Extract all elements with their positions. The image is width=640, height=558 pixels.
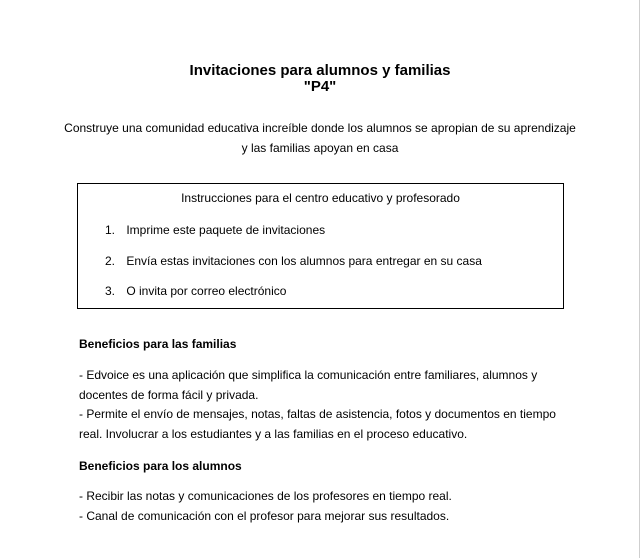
subtitle-line-2: y las familias apoyan en casa bbox=[241, 141, 399, 155]
families-paragraph-2: - Permite el envío de mensajes, notas, faltas de asistencia, fotos y documentos en tiempo real. Involucrar a los estudiantes y a las familias en el proceso educativo. bbox=[79, 407, 556, 441]
instructions-title: Instrucciones para el centro educativo y profesorado bbox=[181, 191, 460, 205]
title-line-2: "P4" bbox=[303, 78, 337, 95]
instruction-number: 1. bbox=[105, 223, 116, 237]
subtitle-line-1: Construye una comunidad educativa increíble donde los alumnos se apropian de su aprendizaje bbox=[64, 121, 576, 135]
instruction-text: O invita por correo electrónico bbox=[126, 284, 287, 298]
instruction-text: Envía estas invitaciones con los alumnos para entregar en su casa bbox=[126, 253, 482, 268]
instruction-item bbox=[105, 253, 482, 284]
document-title bbox=[0, 63, 640, 95]
students-paragraph-1: - Recibir las notas y comunicaciones de los profesores en tiempo real. bbox=[79, 489, 452, 503]
families-body bbox=[79, 366, 579, 444]
instructions-list bbox=[105, 222, 482, 314]
instruction-number: 2. bbox=[105, 253, 116, 268]
document-subtitle bbox=[0, 118, 640, 158]
students-body bbox=[79, 487, 579, 526]
families-paragraph-1: - Edvoice es una aplicación que simplifica la comunicación entre familiares, alumnos y docentes de forma fácil y privada. bbox=[79, 368, 538, 402]
instructions-box bbox=[77, 183, 564, 309]
students-paragraph-2: - Canal de comunicación con el profesor para mejorar sus resultados. bbox=[79, 508, 450, 523]
title-line-1: Invitaciones para alumnos y familias bbox=[189, 62, 451, 79]
instruction-item bbox=[105, 222, 482, 253]
instruction-item bbox=[105, 283, 482, 314]
instruction-number: 3. bbox=[105, 284, 116, 298]
students-heading: Beneficios para los alumnos bbox=[79, 459, 242, 473]
instruction-text: Imprime este paquete de invitaciones bbox=[126, 223, 326, 237]
families-heading: Beneficios para las familias bbox=[79, 337, 237, 351]
